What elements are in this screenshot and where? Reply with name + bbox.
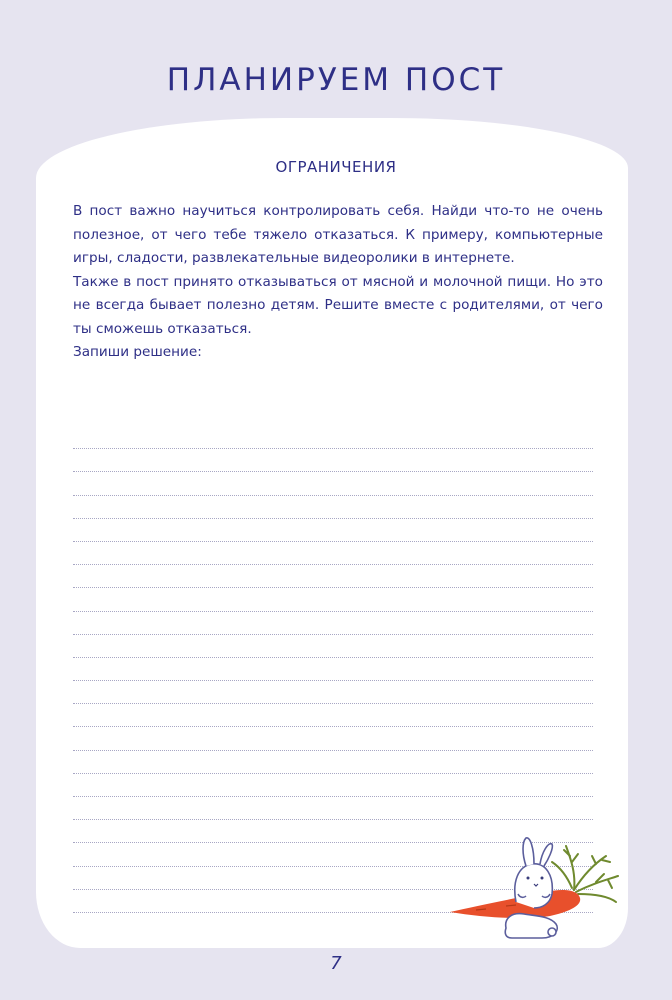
writing-line[interactable]: [73, 542, 593, 565]
writing-line[interactable]: [73, 472, 593, 495]
instructions-text: [73, 200, 603, 365]
writing-line[interactable]: [73, 496, 593, 519]
bunny-with-carrot-icon: [446, 832, 626, 950]
writing-line[interactable]: [73, 588, 593, 611]
paragraph-food-restriction: Также в пост принято отказываться от мясной и молочной пищи. Но это не всегда бывает полезно детям. Решите вместе с родителями, от чего ты сможешь отказаться.: [73, 273, 603, 337]
section-title: ОГРАНИЧЕНИЯ: [275, 158, 397, 176]
writing-line[interactable]: [73, 658, 593, 681]
writing-line[interactable]: [73, 635, 593, 658]
writing-line[interactable]: [73, 426, 593, 449]
paragraph-self-control: В пост важно научиться контролировать себя. Найди что-то не очень полезное, от чего тебе тяжело отказаться. К примеру, компьютерные игры, сладости, развлекательные видеоролики в интернете.: [73, 203, 603, 266]
paragraph-write-decision: Запиши решение:: [73, 344, 202, 360]
writing-line[interactable]: [73, 774, 593, 797]
writing-line[interactable]: [73, 519, 593, 542]
writing-line[interactable]: [73, 612, 593, 635]
page-title: ПЛАНИРУЕМ ПОСТ: [166, 62, 506, 98]
page-number: 7: [330, 953, 342, 974]
writing-line[interactable]: [73, 751, 593, 774]
writing-line[interactable]: [73, 704, 593, 727]
writing-line[interactable]: [73, 565, 593, 588]
writing-line[interactable]: [73, 727, 593, 750]
writing-line[interactable]: [73, 449, 593, 472]
writing-line[interactable]: [73, 681, 593, 704]
writing-line[interactable]: [73, 797, 593, 820]
